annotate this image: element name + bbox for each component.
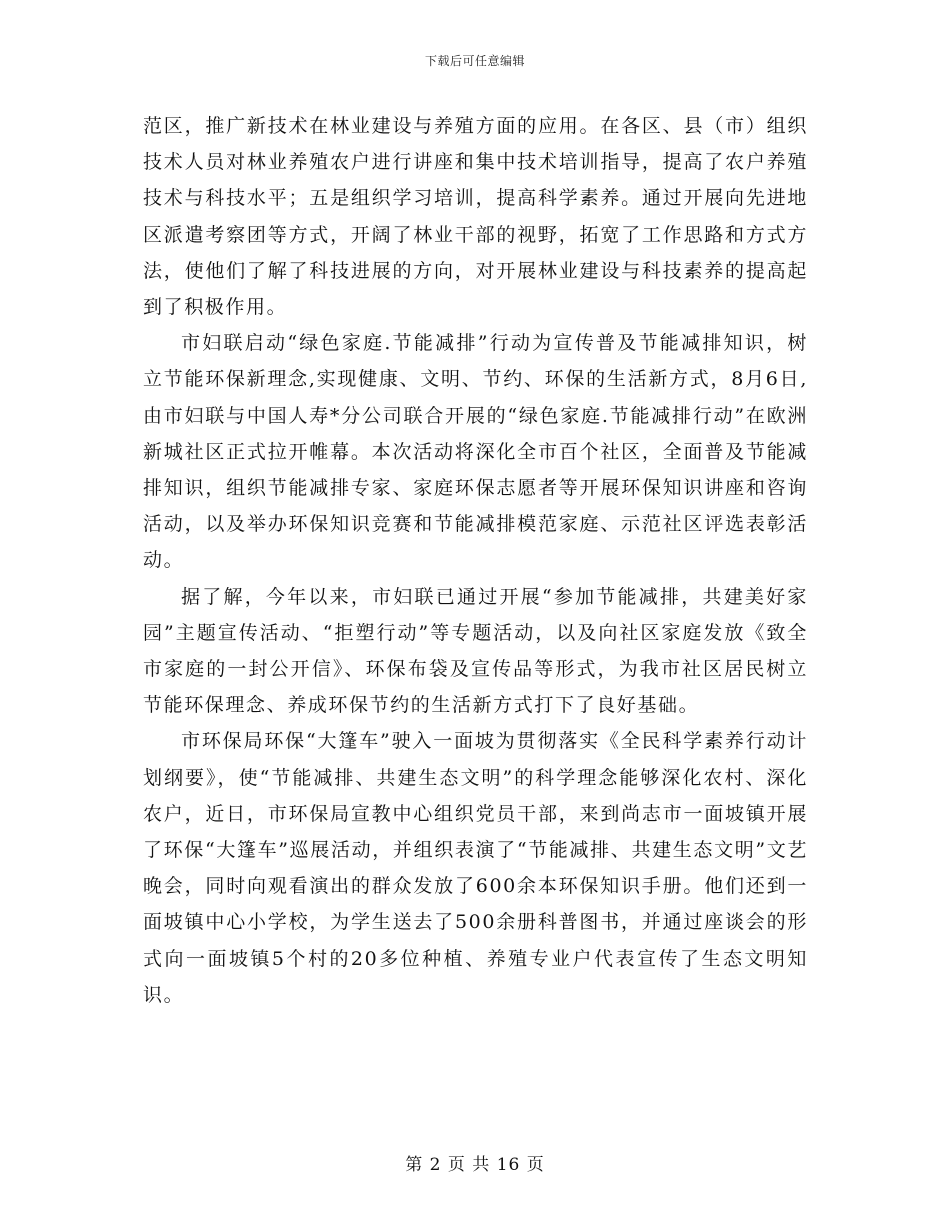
paragraph-4: 市环保局环保“大篷车”驶入一面坡为贯彻落实《全民科学素养行动计划纲要》，使“节能减排、共建生态文明”的科学理念能够深化农村、深化农户，近日，市环保局宣教中心组织党员干部，来到尚志市一面坡镇开展了环保“大篷车”巡展活动，并组织表演了“节能减排、共建生态文明”文艺晚会，同时向观看演出的群众发放了600余本环保知识手册。他们还到一面坡镇中心小学校，为学生送去了500余册科普图书，并通过座谈会的形式向一面坡镇5个村的20多位种植、养殖专业户代表宣传了生态文明知识。 [143,730,808,1006]
page-header: 下载后可任意编辑 [424,54,525,68]
page-number-footer: 第 2 页 共 16 页 [405,1155,545,1175]
paragraph-1: 范区，推广新技术在林业建设与养殖方面的应用。在各区、县（市）组织技术人员对林业养殖农户进行讲座和集中技术培训指导，提高了农户养殖技术与科技水平；五是组织学习培训，提高科学素养。通过开展向先进地区派遣考察团等方式，开阔了林业干部的视野，拓宽了工作思路和方式方法，使他们了解了科技进展的方向，对开展林业建设与科技素养的提高起到了积极作用。 [143,115,808,319]
paragraph-2: 市妇联启动“绿色家庭.节能减排”行动为宣传普及节能减排知识，树立节能环保新理念,实现健康、文明、节约、环保的生活新方式，8月6日,由市妇联与中国人寿*分公司联合开展的“绿色家庭.节能减排行动”在欧洲新城社区正式拉开帷幕。本次活动将深化全市百个社区，全面普及节能减排知识，组织节能减排专家、家庭环保志愿者等开展环保知识讲座和咨询活动，以及举办环保知识竞赛和节能减排模范家庭、示范社区评选表彰活动。 [143,332,808,572]
paragraph-3: 据了解，今年以来，市妇联已通过开展“参加节能减排，共建美好家园”主题宣传活动、“拒塑行动”等专题活动，以及向社区家庭发放《致全市家庭的一封公开信》、环保布袋及宣传品等形式，为我市社区居民树立节能环保理念、养成环保节约的生活新方式打下了良好基础。 [143,585,808,717]
document-body [143,108,808,1013]
